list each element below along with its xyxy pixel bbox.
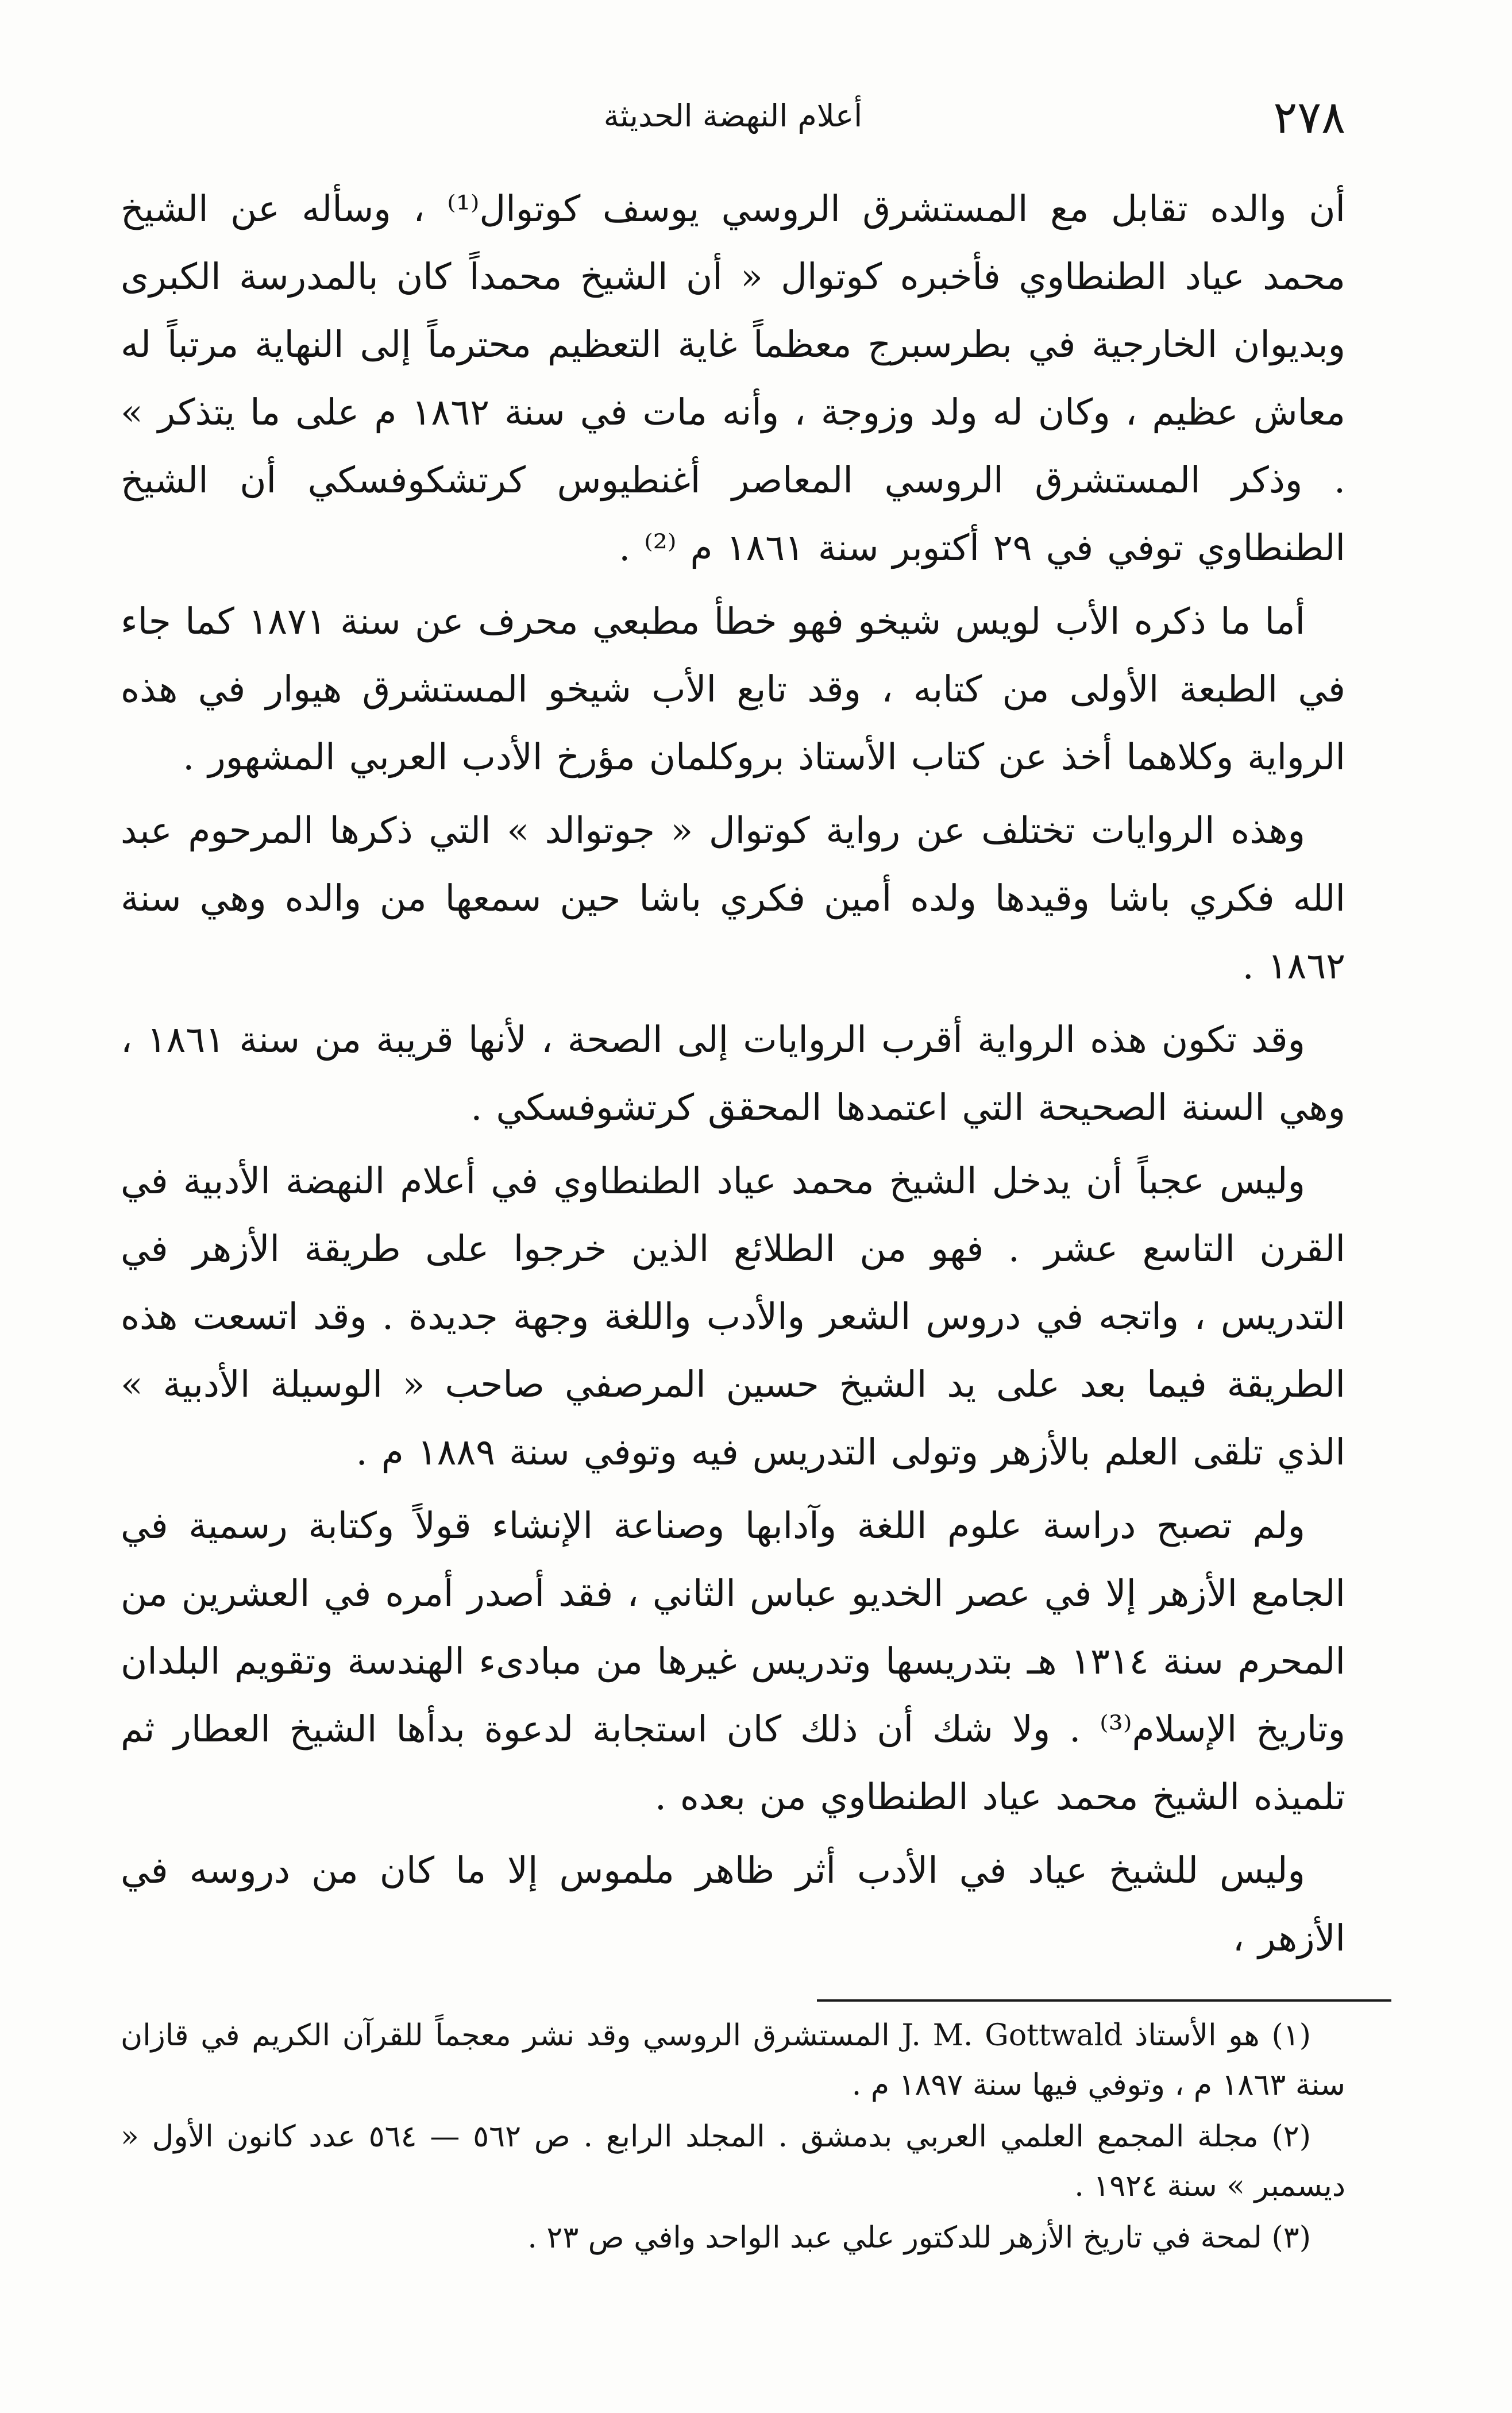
footnotes (121, 2011, 1345, 2265)
paragraph: وهذه الروايات تختلف عن رواية كوتوال « جوتوالد » التي ذكرها المرحوم عبد الله فكري باشا وقيدها ولده أمين فكري باشا حين سمعها من والده وهي سنة ١٨٦٢ . (121, 810, 1345, 987)
footnote-divider (817, 1999, 1391, 2002)
paragraph: أما ما ذكره الأب لويس شيخو فهو خطأ مطبعي محرف عن سنة ١٨٧١ كما جاء في الطبعة الأولى من كتابه ، وقد تابع الأب شيخو المستشرق هيوار في هذه الرواية وكلاهما أخذ عن كتاب الأستاذ بروكلمان مؤرخ الأدب العربي المشهور . (121, 600, 1345, 778)
main-text (121, 175, 1345, 1978)
page-number: ٢٧٨ (1273, 92, 1345, 144)
paragraph: أن والده تقابل مع المستشرق الروسي يوسف كوتوال⁽¹⁾ ، وسأله عن الشيخ محمد عياد الطنطاوي فأخبره كوتوال « أن الشيخ محمداً كان بالمدرسة الكبرى وبديوان الخارجية في بطرسبرج معظماً غاية التعظيم محترماً إلى النهاية مرتباً له معاش عظيم ، وكان له ولد وزوجة ، وأنه مات في سنة ١٨٦٢ م على ما يتذكر » . وذكر المستشرق الروسي المعاصر أغنطيوس كرتشكوفسكي أن الشيخ الطنطاوي توفي في ٢٩ أكتوبر سنة ١٨٦١ م ⁽²⁾ . (121, 188, 1346, 569)
footnote: (٣) لمحة في تاريخ الأزهر للدكتور علي عبد الواحد وافي ص ٢٣ . (527, 2221, 1311, 2255)
footnote: (٢) مجلة المجمع العلمي العربي بدمشق . المجلد الرابع . ص ٥٦٢ — ٥٦٤ عدد كانون الأول « ديسمبر » سنة ١٩٢٤ . (121, 2119, 1345, 2203)
paragraph: وليس للشيخ عياد في الأدب أثر ظاهر ملموس إلا ما كان من دروسه في الأزهر ، (121, 1849, 1345, 1959)
footnote: (١) هو الأستاذ J. M. Gottwald المستشرق الروسي وقد نشر معجماً للقرآن الكريم في قازان سنة ١٨٦٣ م ، وتوفي فيها سنة ١٨٩٧ م . (121, 2018, 1345, 2102)
paragraph: وليس عجباً أن يدخل الشيخ محمد عياد الطنطاوي في أعلام النهضة الأدبية في القرن التاسع عشر . فهو من الطلائع الذين خرجوا على طريقة الأزهر في التدريس ، واتجه في دروس الشعر والأدب واللغة وجهة جديدة . وقد اتسعت هذه الطريقة فيما بعد على يد الشيخ حسين المرصفي صاحب « الوسيلة الأدبية » الذي تلقى العلم بالأزهر وتولى التدريس فيه وتوفي سنة ١٨٨٩ م . (121, 1160, 1345, 1473)
paragraph: ولم تصبح دراسة علوم اللغة وآدابها وصناعة الإنشاء قولاً وكتابة رسمية في الجامع الأزهر إلا في عصر الخديو عباس الثاني ، فقد أصدر أمره في العشرين من المحرم سنة ١٣١٤ هـ بتدريسها وتدريس غيرها من مبادىء الهندسة وتقويم البلدان وتاريخ الإسلام⁽³⁾ . ولا شك أن ذلك كان استجابة لدعوة بدأها الشيخ العطار ثم تلميذه الشيخ محمد عياد الطنطاوي من بعده . (121, 1505, 1345, 1818)
running-title: أعلام النهضة الحديثة (603, 98, 863, 134)
page-header (121, 86, 1345, 149)
paragraph: وقد تكون هذه الرواية أقرب الروايات إلى الصحة ، لأنها قريبة من سنة ١٨٦١ ، وهي السنة الصحيحة التي اعتمدها المحقق كرتشوفسكي . (121, 1019, 1345, 1128)
